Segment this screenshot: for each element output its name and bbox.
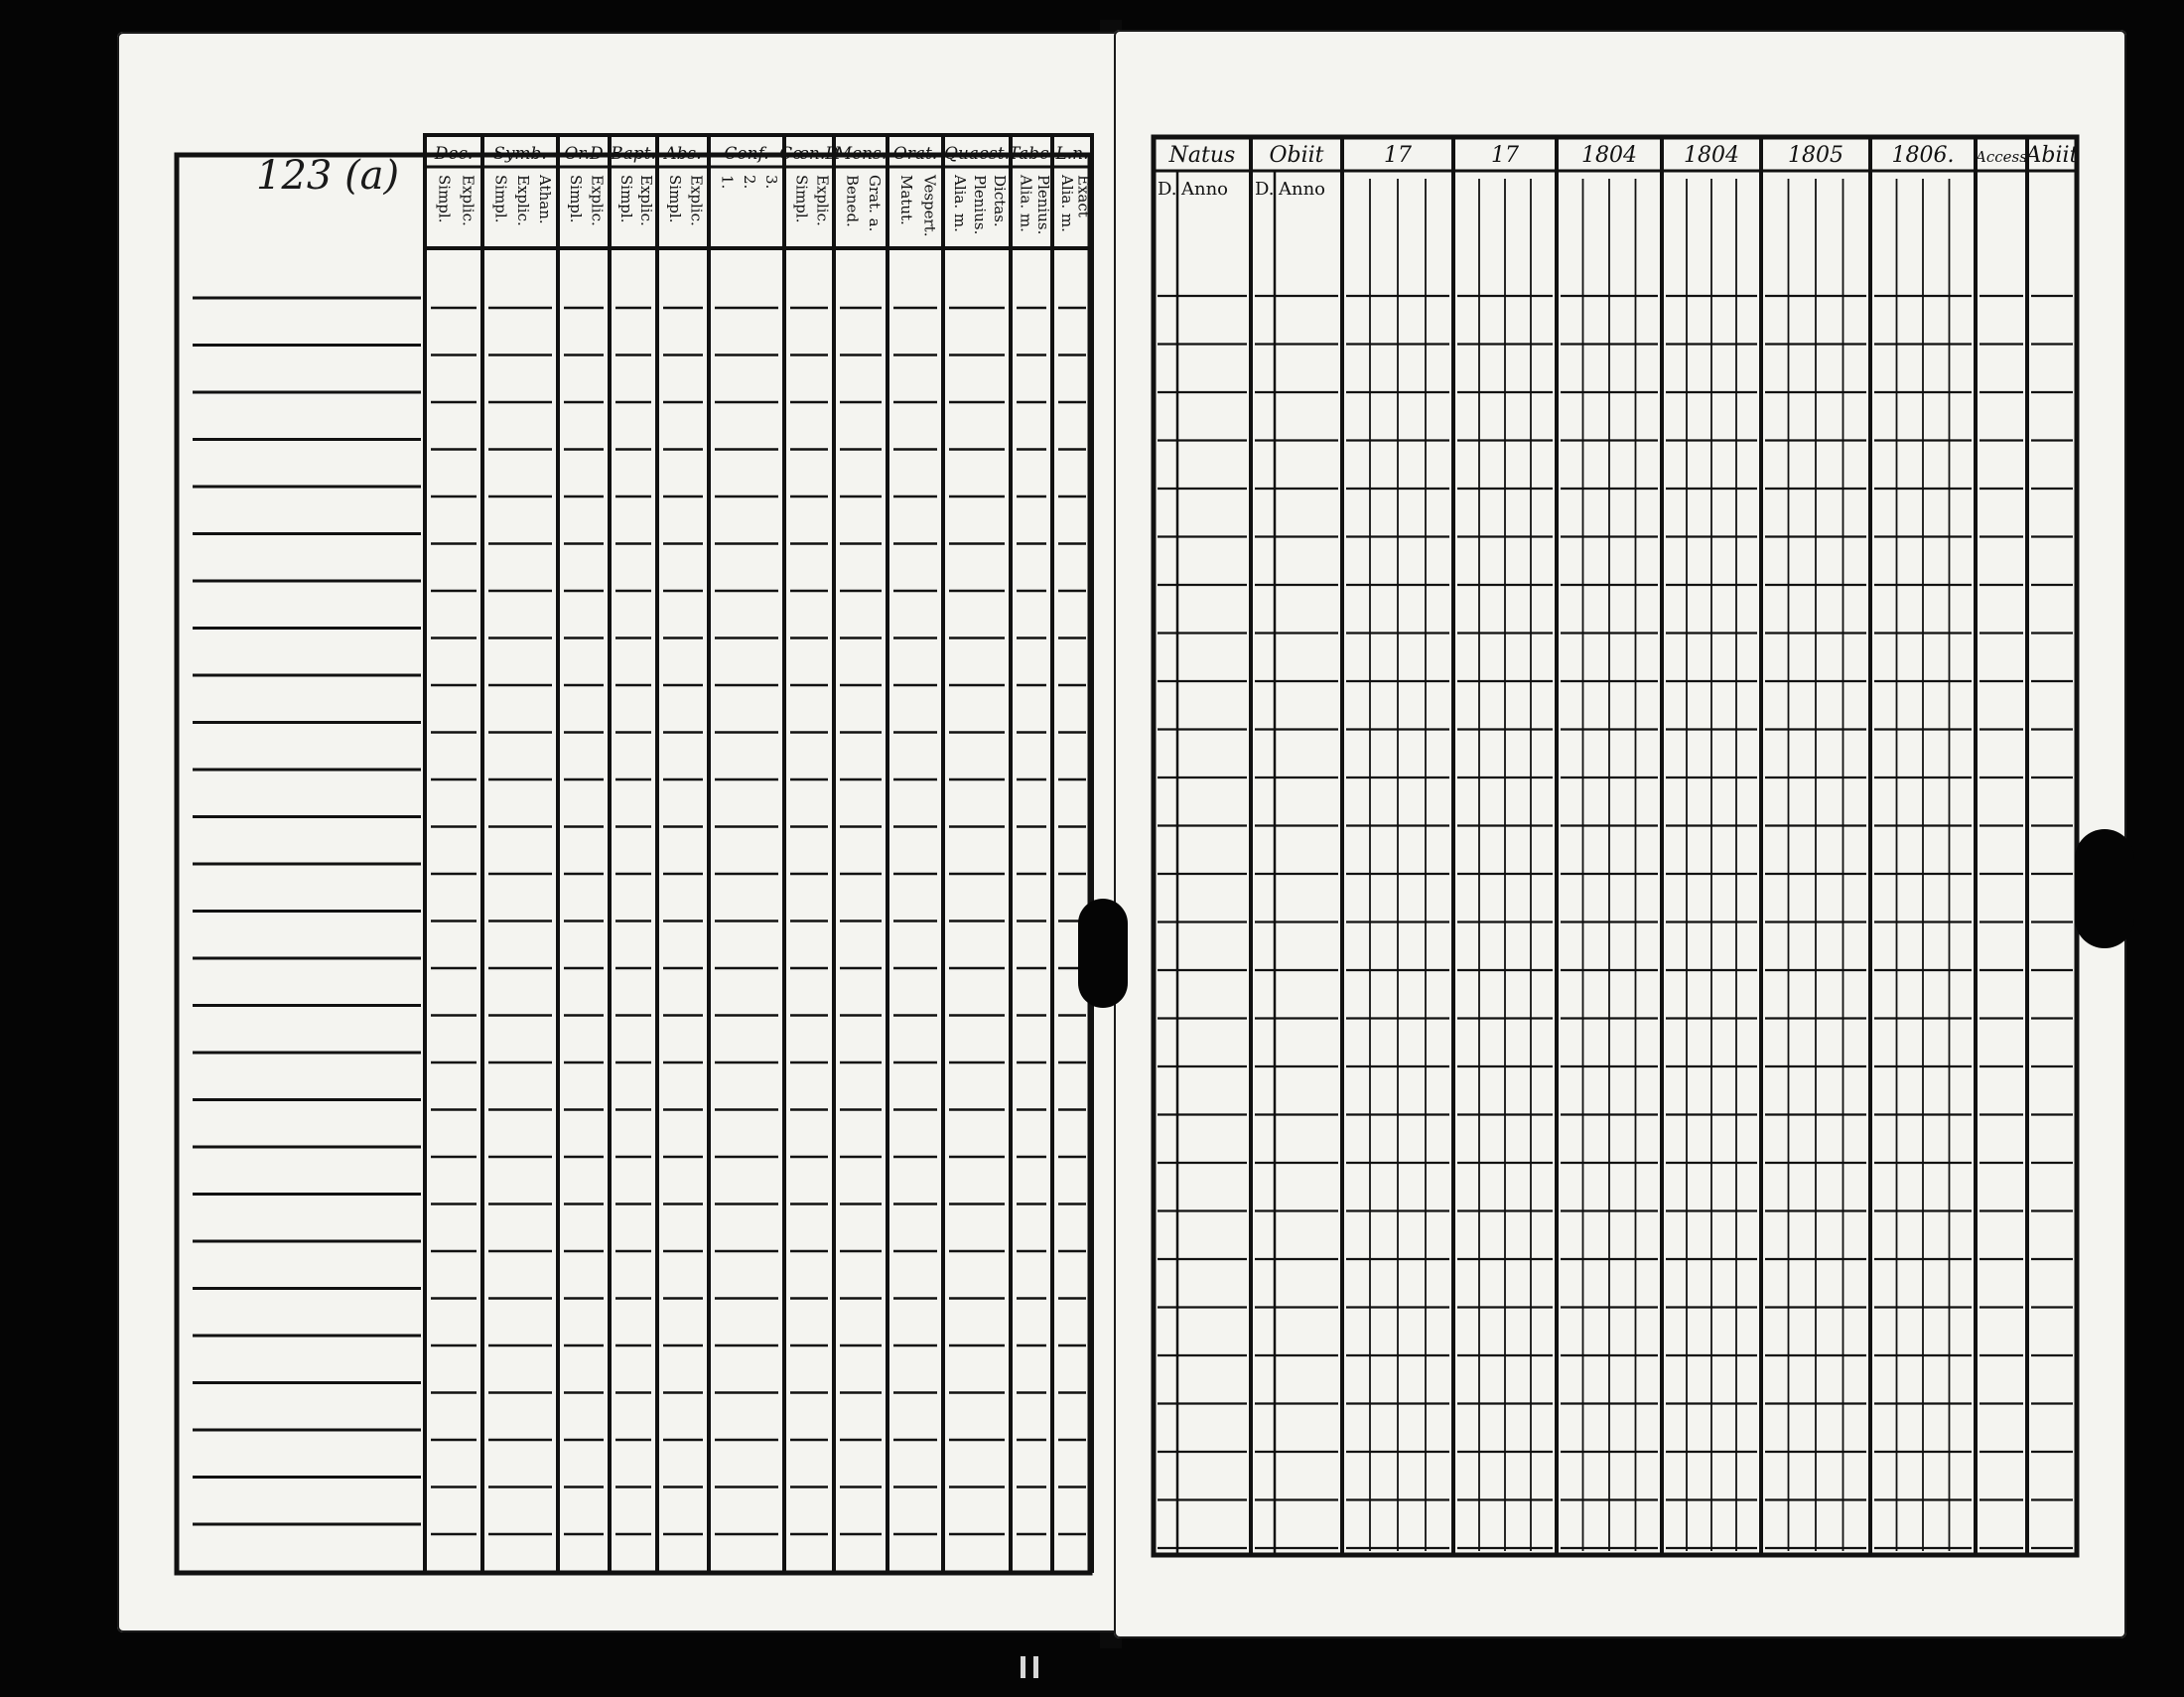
left-col-sub-tabc-1: Alia. m. xyxy=(1017,175,1035,232)
left-col-header-tabc: Tabc. xyxy=(1009,144,1054,164)
left-col-sub-ord-1: Simpl. xyxy=(567,175,585,223)
right-frame xyxy=(1154,137,2077,1555)
right-col-header-y3: 1804 xyxy=(1581,143,1637,168)
left-col-sub-quaest-1: Plenius. xyxy=(971,175,989,235)
left-col-sub-tabc-0: Plenius. xyxy=(1034,175,1052,235)
left-col-sub-ln-1: Alia. m. xyxy=(1058,175,1076,232)
left-col-header-symb: Symb. xyxy=(493,144,547,164)
left-col-header-abs: Abs. xyxy=(664,144,702,164)
right-col-header-obiit: Obiit xyxy=(1269,143,1324,168)
left-col-sub-mens-0: Grat. a. xyxy=(866,175,884,232)
left-col-sub-conf-2: 1. xyxy=(718,175,737,190)
right-sub-obiit-1: Anno xyxy=(1279,179,1326,200)
left-col-sub-orat-0: Vespert. xyxy=(920,175,939,237)
left-page xyxy=(117,32,1122,1632)
left-col-sub-orat-1: Matut. xyxy=(897,175,915,225)
right-sub-obiit-0: D. xyxy=(1255,179,1275,200)
left-col-header-ln: L.n. xyxy=(1055,144,1089,164)
left-col-sub-abs-1: Simpl. xyxy=(666,175,684,223)
left-col-header-coend: Cœn.D xyxy=(779,144,839,164)
left-col-sub-conf-1: 2. xyxy=(740,175,758,190)
left-tab-notch xyxy=(1078,899,1128,1008)
left-col-sub-conf-0: 3. xyxy=(762,175,781,190)
left-col-header-ord: Or.D xyxy=(564,144,604,164)
right-col-header-y4: 1804 xyxy=(1684,143,1739,168)
right-sub-natus-1: Anno xyxy=(1181,179,1229,200)
left-col-header-bapt: Bapt. xyxy=(611,144,656,164)
right-col-header-y6: 1806. xyxy=(1891,143,1955,168)
page-reference: 123 (a) xyxy=(256,153,400,199)
left-col-sub-symb-0: Athan. xyxy=(536,175,555,224)
right-col-header-abiit: Abiit xyxy=(2025,143,2079,168)
right-col-header-access: Access xyxy=(1976,148,2027,166)
left-col-sub-mens-1: Bened. xyxy=(843,175,862,227)
left-col-sub-dec-0: Explic. xyxy=(459,175,478,226)
left-col-sub-symb-1: Explic. xyxy=(513,175,532,226)
right-tab-notch xyxy=(2075,829,2134,948)
left-col-header-mens: Mens. xyxy=(834,144,887,164)
left-col-header-dec: Dec. xyxy=(434,144,474,164)
right-col-header-y2: 17 xyxy=(1491,143,1519,168)
right-col-header-y1: 17 xyxy=(1384,143,1412,168)
left-col-sub-bapt-0: Explic. xyxy=(637,175,655,226)
left-col-sub-ord-0: Explic. xyxy=(588,175,607,226)
right-sub-natus-0: D. xyxy=(1158,179,1177,200)
right-page xyxy=(1114,30,2126,1638)
left-col-sub-abs-0: Explic. xyxy=(687,175,706,226)
left-col-header-orat: Orat. xyxy=(892,144,938,164)
left-col-sub-coend-0: Explic. xyxy=(813,175,832,226)
right-ledger-grid xyxy=(1114,30,2126,1638)
left-ledger-grid xyxy=(117,32,1122,1632)
left-col-sub-quaest-0: Dictas. xyxy=(991,175,1009,227)
left-col-sub-coend-1: Simpl. xyxy=(792,175,811,223)
spine-mark xyxy=(1021,1656,1060,1686)
left-col-sub-quaest-2: Alia. m. xyxy=(951,175,969,232)
left-col-header-quaest: Quaest. xyxy=(943,144,1011,164)
left-col-sub-ln-0: Exact xyxy=(1074,175,1093,217)
right-col-header-natus: Natus xyxy=(1168,143,1236,168)
left-col-header-conf: Conf. xyxy=(724,144,769,164)
left-col-sub-dec-1: Simpl. xyxy=(435,175,454,223)
right-col-header-y5: 1805 xyxy=(1788,143,1843,168)
left-col-sub-bapt-1: Simpl. xyxy=(617,175,635,223)
left-col-sub-symb-2: Simpl. xyxy=(491,175,510,223)
